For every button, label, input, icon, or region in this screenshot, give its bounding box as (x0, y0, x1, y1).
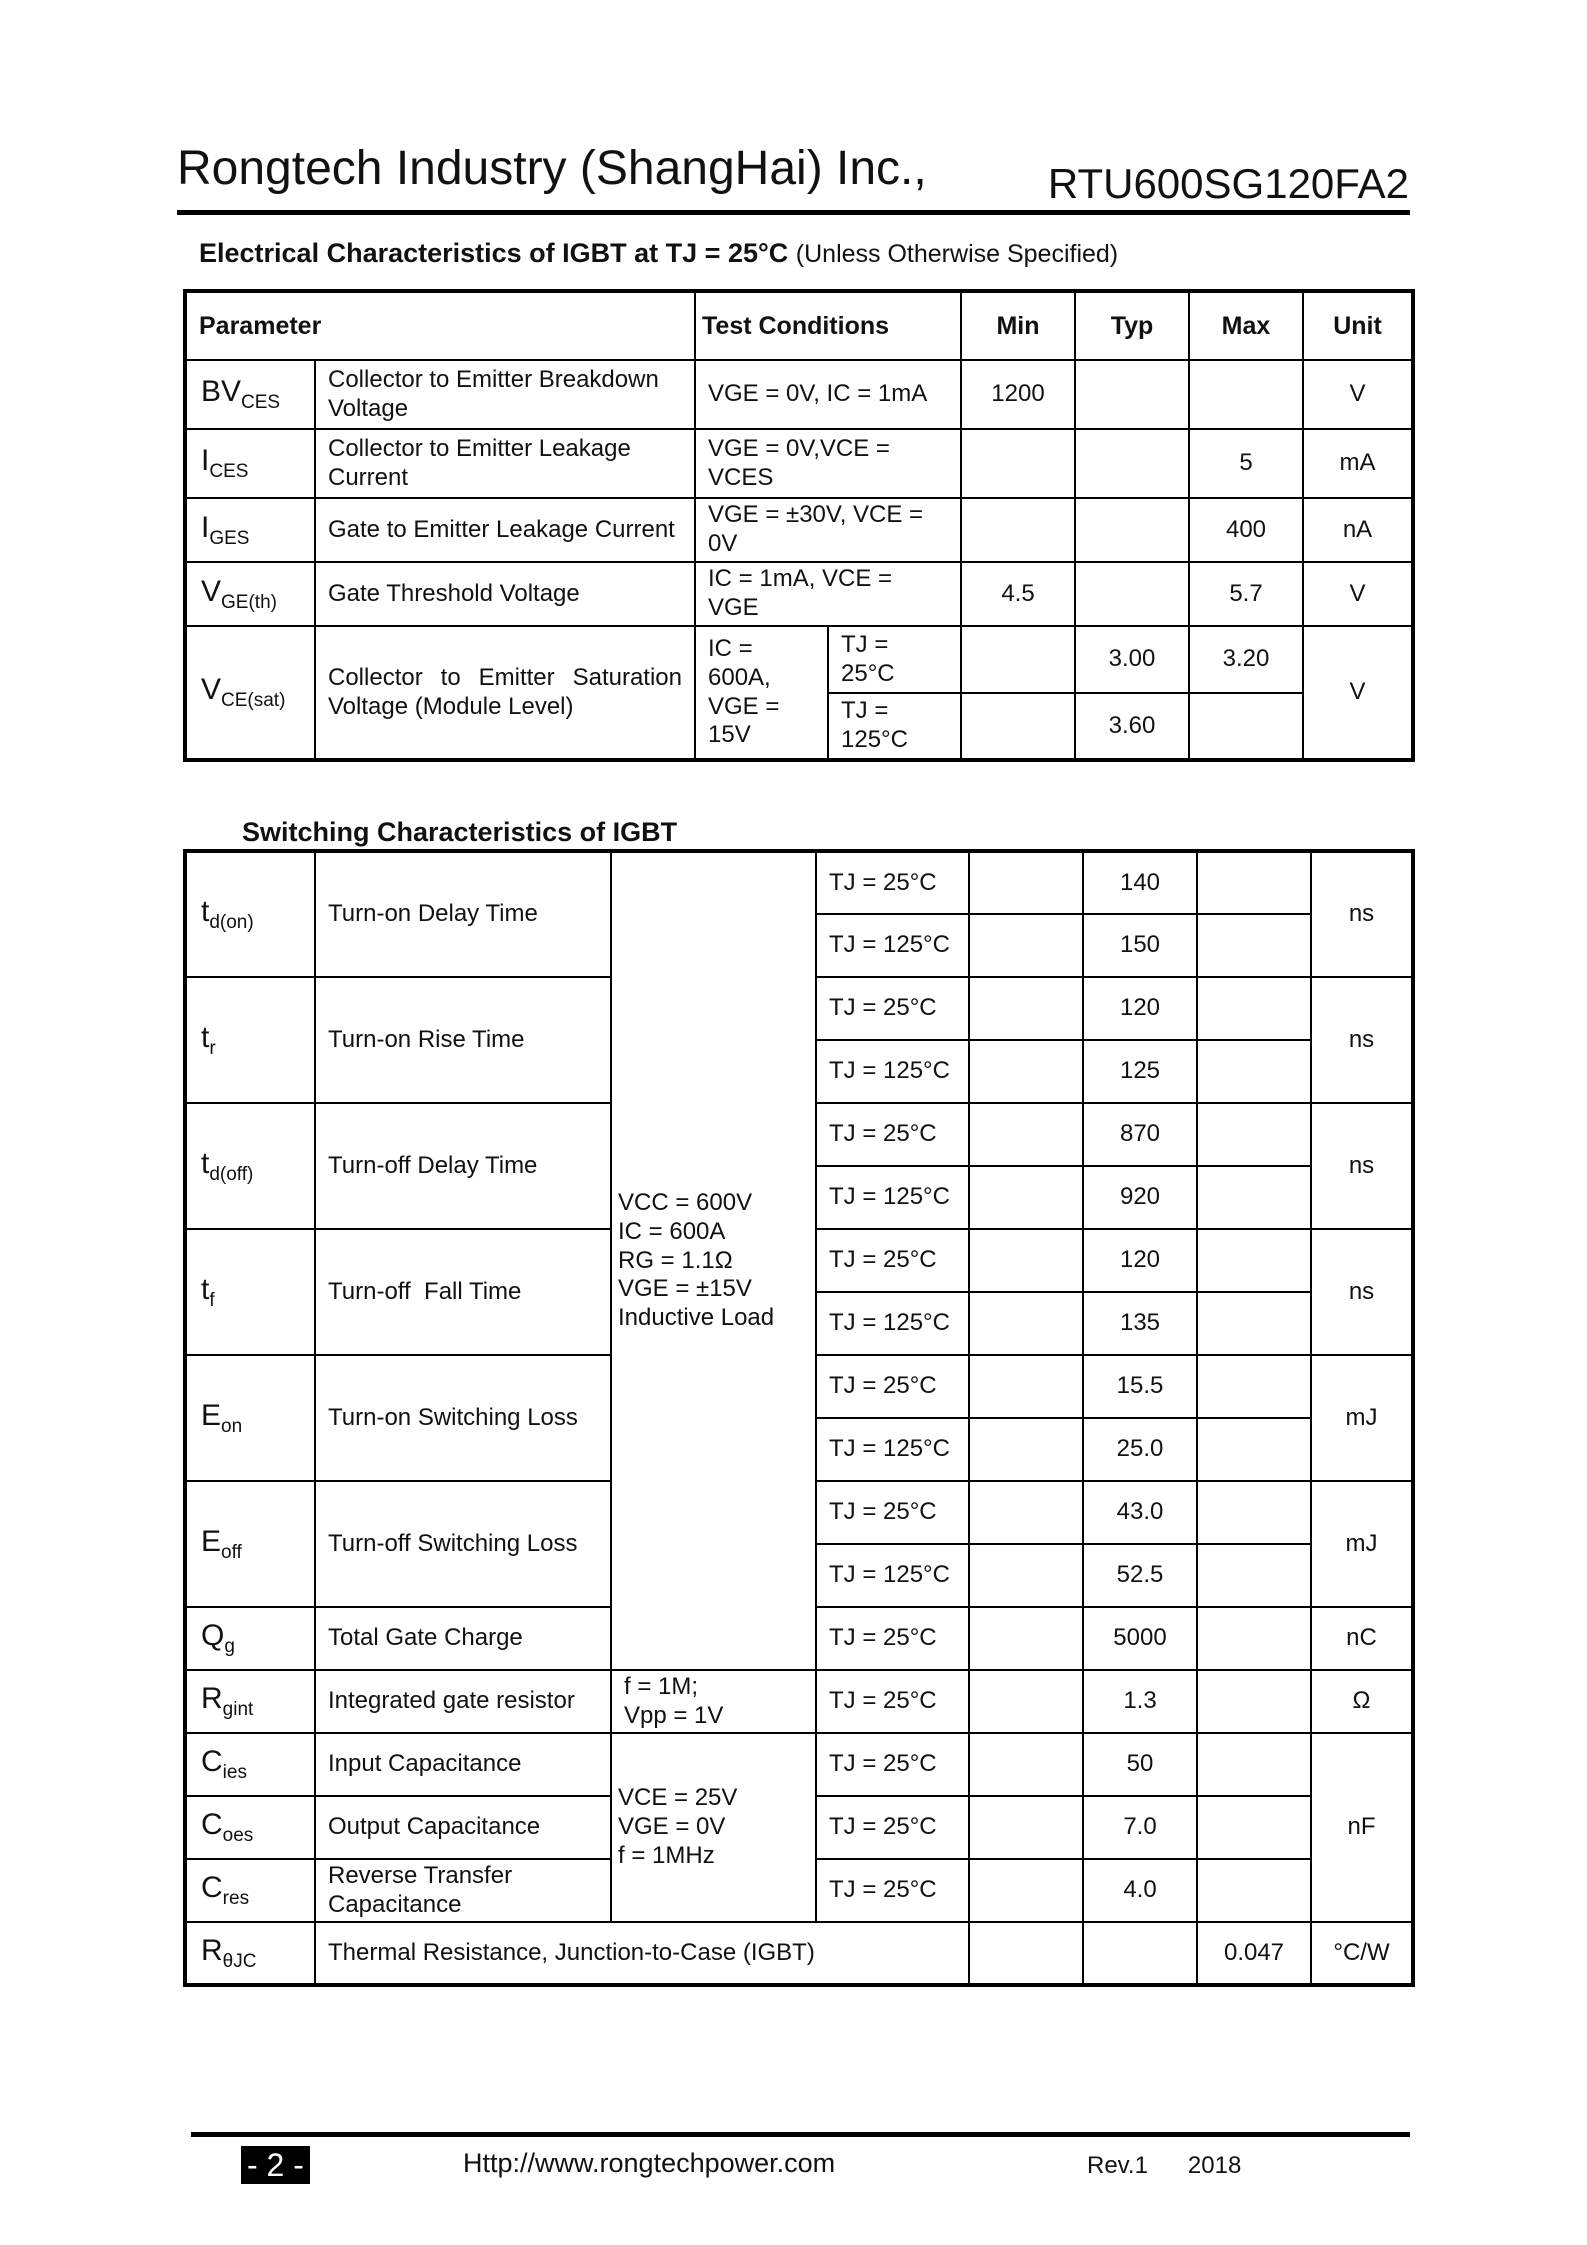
electrical-row-3-symbol-sub: GES (209, 527, 250, 549)
vcesat-cond-line1: IC = 600A, (708, 634, 771, 691)
cap-row-1-min (969, 1733, 1083, 1796)
cap-row-1-typ: 50 (1083, 1733, 1197, 1796)
switching-group-5-unit: mJ (1311, 1355, 1413, 1481)
cap-conditions-line-3: f = 1MHz (618, 1841, 715, 1869)
switching-group-6-max-25 (1197, 1481, 1311, 1544)
cap-row-2-max (1197, 1796, 1311, 1859)
switching-group-4-unit: ns (1311, 1229, 1413, 1355)
switching-group-1-symbol (185, 851, 315, 977)
electrical-row-1 (185, 360, 1413, 429)
electrical-row-1-symbol-main: BV (201, 375, 242, 409)
cap-row-1-symbol-main: C (201, 1745, 223, 1779)
switching-group-2-max-25 (1197, 977, 1311, 1040)
header-rule (177, 210, 1410, 215)
switching-conditions (611, 851, 816, 1670)
cap-row-2-min (969, 1796, 1083, 1859)
switching-group-5-desc: Turn-on Switching Loss (315, 1355, 611, 1481)
switching-group-6-symbol-main: E (201, 1524, 222, 1558)
electrical-row-3-typ (1075, 498, 1189, 562)
electrical-row-4-symbol-main: V (201, 574, 222, 608)
vcesat-max-125 (1189, 693, 1303, 760)
cap-unit: nF (1311, 1733, 1413, 1922)
cap-row-2-desc: Output Capacitance (315, 1796, 611, 1859)
switching-conditions-line-1: VCC = 600V (618, 1189, 753, 1216)
vcesat-min-25 (961, 626, 1075, 693)
switching-group-5-max-25 (1197, 1355, 1311, 1418)
switching-group-2-unit: ns (1311, 977, 1413, 1103)
rgint-row-symbol-main: R (201, 1682, 223, 1716)
switching-section-title: Switching Characteristics of IGBT (242, 817, 678, 847)
switching-table (183, 849, 1415, 1987)
switching-group-2-symbol-main: t (201, 1020, 210, 1054)
vcesat-typ-125: 3.60 (1075, 693, 1189, 760)
electrical-row-4-conditions: IC = 1mA, VCE = VGE (695, 562, 961, 626)
switching-group-2-typ-25: 120 (1083, 977, 1197, 1040)
switching-group-2-typ-125: 125 (1083, 1040, 1197, 1103)
cap-row-1-symbol (185, 1733, 315, 1796)
switching-group-3-desc: Turn-off Delay Time (315, 1103, 611, 1229)
electrical-row-3-symbol (185, 498, 315, 562)
cap-row-2-symbol (185, 1796, 315, 1859)
switching-group-2-tj-125: TJ = 125°C (816, 1040, 969, 1103)
cap-row-2-symbol-sub: oes (222, 1825, 254, 1847)
switching-group-2-desc: Turn-on Rise Time (315, 977, 611, 1103)
cap-row-2-symbol-main: C (201, 1808, 223, 1842)
switching-group-4-desc: Turn-off Fall Time (315, 1229, 611, 1355)
cap-row-1-symbol-sub: ies (222, 1762, 247, 1784)
rgint-row-symbol (185, 1670, 315, 1733)
electrical-row-3 (185, 498, 1413, 562)
electrical-row-4-min: 4.5 (961, 562, 1075, 626)
vcesat-max-25: 3.20 (1189, 626, 1303, 693)
switching-group-1-unit: ns (1311, 851, 1413, 977)
switching-group-1-typ-25: 140 (1083, 851, 1197, 914)
electrical-row-4-desc: Gate Threshold Voltage (315, 562, 695, 626)
switching-group-6-tj-125: TJ = 125°C (816, 1544, 969, 1607)
electrical-row-2-symbol-sub: CES (209, 461, 249, 483)
switching-group-1-symbol-sub: d(on) (209, 912, 254, 934)
rgint-conditions (611, 1670, 816, 1733)
switching-group-1-tj-25: TJ = 25°C (816, 851, 969, 914)
vcesat-min-125 (961, 693, 1075, 760)
switching-group-1-row-25 (185, 851, 1413, 914)
electrical-row-3-desc: Gate to Emitter Leakage Current (315, 498, 695, 562)
electrical-row-1-unit: V (1303, 360, 1413, 429)
switching-group-2-min-125 (969, 1040, 1083, 1103)
switching-group-3-unit: ns (1311, 1103, 1413, 1229)
vcesat-cond-line2: VGE = 15V (708, 692, 780, 749)
rth-row-symbol-main: R (201, 1933, 223, 1967)
switching-group-4-symbol (185, 1229, 315, 1355)
switching-group-3-min-25 (969, 1103, 1083, 1166)
col-typ: Typ (1075, 291, 1189, 360)
electrical-row-2-min (961, 429, 1075, 498)
switching-group-3-typ-25: 870 (1083, 1103, 1197, 1166)
rgint-row-typ: 1.3 (1083, 1670, 1197, 1733)
switching-group-4-min-25 (969, 1229, 1083, 1292)
electrical-row-4-symbol (185, 562, 315, 626)
switching-group-5-typ-25: 15.5 (1083, 1355, 1197, 1418)
switching-conditions-line-3: RG = 1.1Ω (618, 1246, 733, 1274)
electrical-row-2-typ (1075, 429, 1189, 498)
rgint-row-min (969, 1670, 1083, 1733)
switching-group-5-symbol-main: E (201, 1398, 222, 1432)
electrical-row-1-max (1189, 360, 1303, 429)
cap-row-1 (185, 1733, 1413, 1796)
rgint-row-symbol-sub: gint (222, 1699, 254, 1721)
vcesat-tj-25: TJ = 25°C (828, 626, 961, 693)
electrical-row-4-symbol-sub: GE(th) (221, 591, 277, 613)
electrical-row-3-min (961, 498, 1075, 562)
cap-row-1-max (1197, 1733, 1311, 1796)
switching-group-5-min-125 (969, 1418, 1083, 1481)
switching-group-6-typ-125: 52.5 (1083, 1544, 1197, 1607)
switching-group-1-desc: Turn-on Delay Time (315, 851, 611, 977)
col-min: Min (961, 291, 1075, 360)
electrical-title: Electrical Characteristics of IGBT at TJ = 25°C (199, 238, 789, 268)
electrical-row-4-unit: V (1303, 562, 1413, 626)
qg-row-min (969, 1607, 1083, 1670)
part-number: RTU600SG120FA2 (1047, 160, 1409, 207)
switching-group-6-symbol (185, 1481, 315, 1607)
switching-group-4-min-125 (969, 1292, 1083, 1355)
electrical-row-4-typ (1075, 562, 1189, 626)
electrical-row-1-conditions: VGE = 0V, IC = 1mA (695, 360, 961, 429)
electrical-row-1-symbol (185, 360, 315, 429)
switching-group-6-typ-25: 43.0 (1083, 1481, 1197, 1544)
switching-group-3-max-125 (1197, 1166, 1311, 1229)
electrical-row-4-max: 5.7 (1189, 562, 1303, 626)
switching-group-3-tj-125: TJ = 125°C (816, 1166, 969, 1229)
electrical-row-2-unit: mA (1303, 429, 1413, 498)
switching-group-2-min-25 (969, 977, 1083, 1040)
switching-group-1-typ-125: 150 (1083, 914, 1197, 977)
switching-group-3-min-125 (969, 1166, 1083, 1229)
switching-group-6-min-125 (969, 1544, 1083, 1607)
rgint-row-desc: Integrated gate resistor (315, 1670, 611, 1733)
switching-group-6-desc: Turn-off Switching Loss (315, 1481, 611, 1607)
footer-rule (191, 2132, 1410, 2137)
rgint-row (185, 1670, 1413, 1733)
switching-group-4-typ-125: 135 (1083, 1292, 1197, 1355)
electrical-table (183, 289, 1415, 762)
company-name: Rongtech Industry (ShangHai) Inc., (177, 142, 927, 195)
switching-group-6-max-125 (1197, 1544, 1311, 1607)
switching-group-2-tj-25: TJ = 25°C (816, 977, 969, 1040)
cap-row-3-tj: TJ = 25°C (816, 1859, 969, 1922)
qg-row-unit: nC (1311, 1607, 1413, 1670)
col-unit: Unit (1303, 291, 1413, 360)
switching-group-4-typ-25: 120 (1083, 1229, 1197, 1292)
switching-group-2-symbol-sub: r (209, 1037, 216, 1059)
cap-row-3-typ: 4.0 (1083, 1859, 1197, 1922)
page-number: - 2 - (241, 2146, 310, 2184)
revision-label: Rev.1 2018 (1087, 2152, 1242, 2179)
rgint-row-tj: TJ = 25°C (816, 1670, 969, 1733)
rgint-conditions-line-2: Vpp = 1V (624, 1701, 724, 1729)
rth-row-symbol (185, 1922, 315, 1985)
electrical-section-title (199, 238, 1118, 269)
col-parameter: Parameter (185, 291, 695, 360)
switching-group-1-max-125 (1197, 914, 1311, 977)
switching-group-1-min-25 (969, 851, 1083, 914)
electrical-row-2-symbol-main: I (201, 444, 210, 478)
switching-group-6-symbol-sub: off (221, 1541, 242, 1563)
rgint-row-unit: Ω (1311, 1670, 1413, 1733)
rth-row-symbol-sub: θJC (222, 1950, 257, 1972)
vcesat-typ-25: 3.00 (1075, 626, 1189, 693)
electrical-row-2-conditions: VGE = 0V,VCE = VCES (695, 429, 961, 498)
rth-row (185, 1922, 1413, 1985)
switching-group-1-min-125 (969, 914, 1083, 977)
qg-row-symbol-sub: g (224, 1636, 235, 1658)
vcesat-tj-125: TJ = 125°C (828, 693, 961, 760)
rth-row-desc: Thermal Resistance, Junction-to-Case (IGBT) (315, 1922, 969, 1985)
qg-row-tj: TJ = 25°C (816, 1607, 969, 1670)
vcesat-desc: Collector to Emitter Saturation Voltage (Module Level) (315, 626, 695, 760)
switching-group-3-symbol-main: t (201, 1146, 210, 1180)
electrical-row-2 (185, 429, 1413, 498)
rth-row-max: 0.047 (1197, 1922, 1311, 1985)
cap-row-3-max (1197, 1859, 1311, 1922)
cap-row-1-desc: Input Capacitance (315, 1733, 611, 1796)
electrical-row-1-min: 1200 (961, 360, 1075, 429)
cap-row-3-symbol-main: C (201, 1871, 223, 1905)
switching-group-1-symbol-main: t (201, 895, 210, 929)
electrical-row-2-desc: Collector to Emitter Leakage Current (315, 429, 695, 498)
qg-row-desc: Total Gate Charge (315, 1607, 611, 1670)
switching-group-4-tj-25: TJ = 25°C (816, 1229, 969, 1292)
vcesat-symbol: $V_{CE(sat)}$ (185, 626, 315, 760)
switching-group-5-max-125 (1197, 1418, 1311, 1481)
rth-row-typ (1083, 1922, 1197, 1985)
switching-group-3-max-25 (1197, 1103, 1311, 1166)
vcesat-unit: V (1303, 626, 1413, 760)
switching-group-5-symbol-sub: on (221, 1415, 243, 1437)
switching-group-1-tj-125: TJ = 125°C (816, 914, 969, 977)
switching-group-4-symbol-sub: f (209, 1289, 215, 1311)
col-test-conditions: Test Conditions (695, 291, 961, 360)
switching-group-6-min-25 (969, 1481, 1083, 1544)
vcesat-row-25 (185, 626, 1413, 693)
vcesat-conditions (695, 626, 828, 760)
switching-conditions-line-2: IC = 600A (618, 1217, 726, 1245)
switching-group-3-tj-25: TJ = 25°C (816, 1103, 969, 1166)
qg-row-symbol (185, 1607, 315, 1670)
rgint-row-max (1197, 1670, 1311, 1733)
qg-row-max (1197, 1607, 1311, 1670)
qg-row-symbol-main: Q (201, 1619, 225, 1653)
switching-group-1-max-25 (1197, 851, 1311, 914)
electrical-row-3-max: 400 (1189, 498, 1303, 562)
switching-group-4-max-25 (1197, 1229, 1311, 1292)
switching-group-4-symbol-main: t (201, 1272, 210, 1306)
switching-group-3-symbol (185, 1103, 315, 1229)
electrical-row-3-symbol-main: I (201, 510, 210, 544)
switching-group-3-symbol-sub: d(off) (209, 1163, 254, 1185)
electrical-row-4 (185, 562, 1413, 626)
switching-conditions-line-4: VGE = ±15V (618, 1275, 752, 1303)
rgint-conditions-line-1: f = 1M; (624, 1672, 699, 1700)
electrical-row-1-typ (1075, 360, 1189, 429)
switching-group-2-symbol (185, 977, 315, 1103)
switching-group-3-typ-125: 920 (1083, 1166, 1197, 1229)
electrical-header-row (185, 291, 1413, 360)
electrical-row-1-symbol-sub: CES (241, 392, 281, 414)
rth-row-min (969, 1922, 1083, 1985)
cap-conditions-line-1: VCE = 25V (618, 1784, 738, 1812)
switching-group-6-unit: mJ (1311, 1481, 1413, 1607)
switching-group-5-tj-125: TJ = 125°C (816, 1418, 969, 1481)
rth-row-unit: °C/W (1311, 1922, 1413, 1985)
cap-conditions-line-2: VGE = 0V (618, 1813, 726, 1841)
electrical-row-3-conditions: VGE = ±30V, VCE = 0V (695, 498, 961, 562)
switching-group-6-tj-25: TJ = 25°C (816, 1481, 969, 1544)
col-max: Max (1189, 291, 1303, 360)
cap-row-2-typ: 7.0 (1083, 1796, 1197, 1859)
cap-conditions (611, 1733, 816, 1922)
switching-group-4-max-125 (1197, 1292, 1311, 1355)
switching-group-4-tj-125: TJ = 125°C (816, 1292, 969, 1355)
electrical-row-1-desc: Collector to Emitter Breakdown Voltage (315, 360, 695, 429)
cap-row-3-min (969, 1859, 1083, 1922)
cap-row-3-symbol-sub: res (222, 1888, 250, 1910)
electrical-row-3-unit: nA (1303, 498, 1413, 562)
switching-conditions-line-5: Inductive Load (618, 1304, 775, 1332)
cap-row-3-desc: Reverse Transfer Capacitance (315, 1859, 611, 1922)
qg-row-typ: 5000 (1083, 1607, 1197, 1670)
electrical-note: (Unless Otherwise Specified) (795, 240, 1119, 268)
website-link[interactable]: Http://www.rongtechpower.com (463, 2148, 836, 2178)
switching-group-5-min-25 (969, 1355, 1083, 1418)
cap-row-2-tj: TJ = 25°C (816, 1796, 969, 1859)
switching-group-5-symbol (185, 1355, 315, 1481)
cap-row-1-tj: TJ = 25°C (816, 1733, 969, 1796)
electrical-row-2-max: 5 (1189, 429, 1303, 498)
switching-group-5-tj-25: TJ = 25°C (816, 1355, 969, 1418)
electrical-row-2-symbol (185, 429, 315, 498)
switching-group-5-typ-125: 25.0 (1083, 1418, 1197, 1481)
switching-group-2-max-125 (1197, 1040, 1311, 1103)
cap-row-3-symbol (185, 1859, 315, 1922)
